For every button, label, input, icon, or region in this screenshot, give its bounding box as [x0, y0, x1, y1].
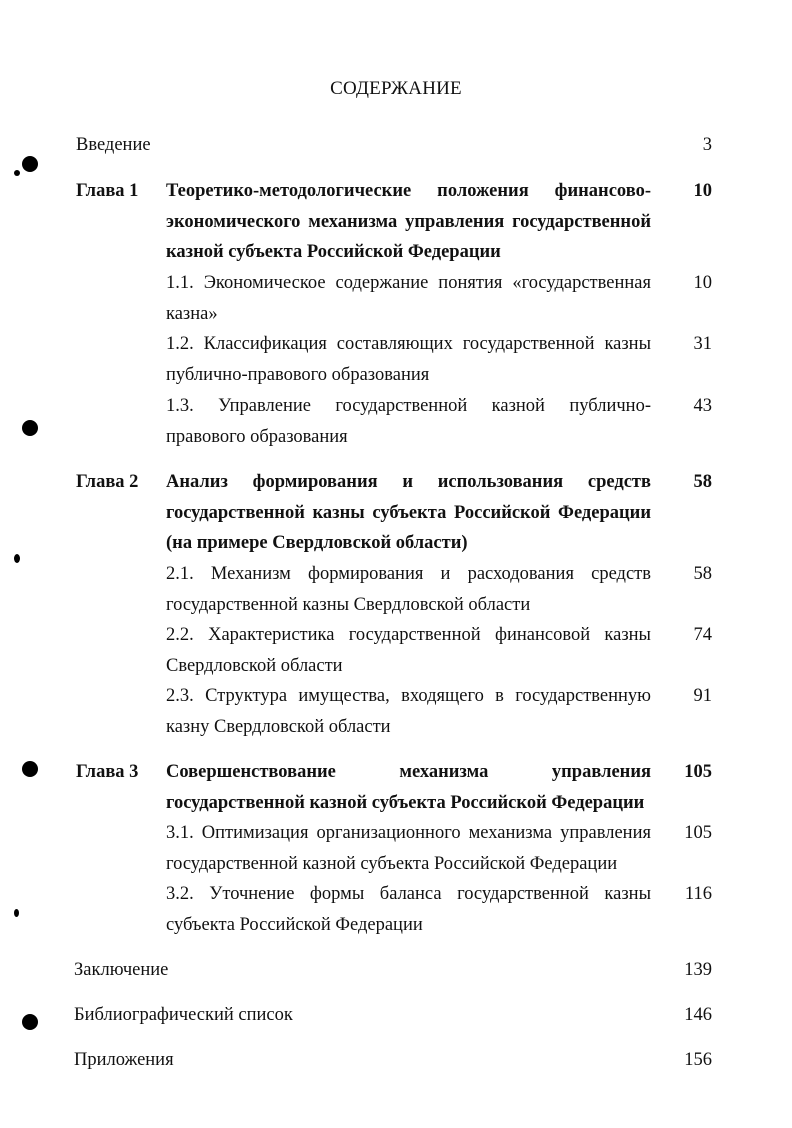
toc-page-number: 43 — [693, 396, 712, 416]
toc-section-3-1[interactable] — [0, 818, 792, 879]
toc-chapter-title: Совершенствование механизма управления государственной казной субъекта Российской Федерации — [166, 762, 651, 813]
toc-entry-label: Введение — [76, 135, 151, 155]
toc-chapter-3[interactable] — [0, 757, 792, 818]
toc-page-number: 105 — [684, 823, 712, 843]
toc-section-title: 2.2. Характеристика государственной финансовой казны Свердловской области — [166, 625, 651, 676]
toc-section-1-1[interactable] — [0, 268, 792, 329]
toc-section-title: 2.3. Структура имущества, входящего в государственную казну Свердловской области — [166, 686, 651, 737]
toc-section-3-2[interactable] — [0, 879, 792, 940]
toc-page-number: 116 — [684, 884, 712, 904]
toc-entry-label: Заключение — [74, 960, 169, 980]
toc-page-number: 58 — [693, 564, 712, 584]
page-title: СОДЕРЖАНИЕ — [330, 78, 462, 99]
toc-chapter-1[interactable] — [0, 176, 792, 268]
toc-chapter-2[interactable] — [0, 467, 792, 559]
toc-chapter-label: Глава 2 — [76, 472, 139, 492]
toc-chapter-title: Анализ формирования и использования средств государственной казны субъекта Российской Федерации (на примере Свердловской области) — [166, 472, 651, 553]
toc-page-number: 10 — [693, 181, 712, 201]
toc-section-title: 1.3. Управление государственной казной публично-правового образования — [166, 396, 651, 447]
toc-entry-introduction[interactable] — [0, 130, 792, 161]
toc-section-1-3[interactable] — [0, 391, 792, 452]
toc-chapter-label: Глава 3 — [76, 762, 139, 782]
toc-section-title: 3.2. Уточнение формы баланса государственной казны субъекта Российской Федерации — [166, 884, 651, 935]
toc-page-number: 74 — [693, 625, 712, 645]
toc-entry-label: Приложения — [74, 1050, 174, 1070]
toc-section-2-2[interactable] — [0, 620, 792, 681]
toc-section-2-3[interactable] — [0, 681, 792, 742]
toc-page-number: 58 — [693, 472, 712, 492]
toc-page-number: 146 — [684, 1005, 712, 1025]
toc-section-2-1[interactable] — [0, 559, 792, 620]
toc-section-1-2[interactable] — [0, 329, 792, 390]
toc-section-title: 2.1. Механизм формирования и расходования средств государственной казны Свердловской области — [166, 564, 651, 615]
toc-chapter-label: Глава 1 — [76, 181, 139, 201]
toc-page-number: 139 — [684, 960, 712, 980]
toc-page-number: 156 — [684, 1050, 712, 1070]
toc-section-title: 1.2. Классификация составляющих государственной казны публично-правового образования — [166, 334, 651, 385]
toc-page-number: 3 — [702, 135, 712, 155]
toc-entry-label: Библиографический список — [74, 1005, 293, 1025]
toc-entry-conclusion[interactable] — [0, 955, 792, 986]
toc-section-title: 1.1. Экономическое содержание понятия «государственная казна» — [166, 273, 651, 324]
toc-section-title: 3.1. Оптимизация организационного механизма управления государственной казной субъекта Российской Федерации — [166, 823, 651, 874]
toc-page-number: 105 — [684, 762, 712, 782]
toc-page-number: 31 — [693, 334, 712, 354]
toc-page-number: 91 — [693, 686, 712, 706]
toc-entry-bibliography[interactable] — [0, 1000, 792, 1031]
toc-entry-appendices[interactable] — [0, 1045, 792, 1076]
toc-chapter-title: Теоретико-методологические положения финансово-экономического механизма управления государственной казной субъекта Российской Федерации — [166, 181, 651, 262]
toc-page-number: 10 — [693, 273, 712, 293]
